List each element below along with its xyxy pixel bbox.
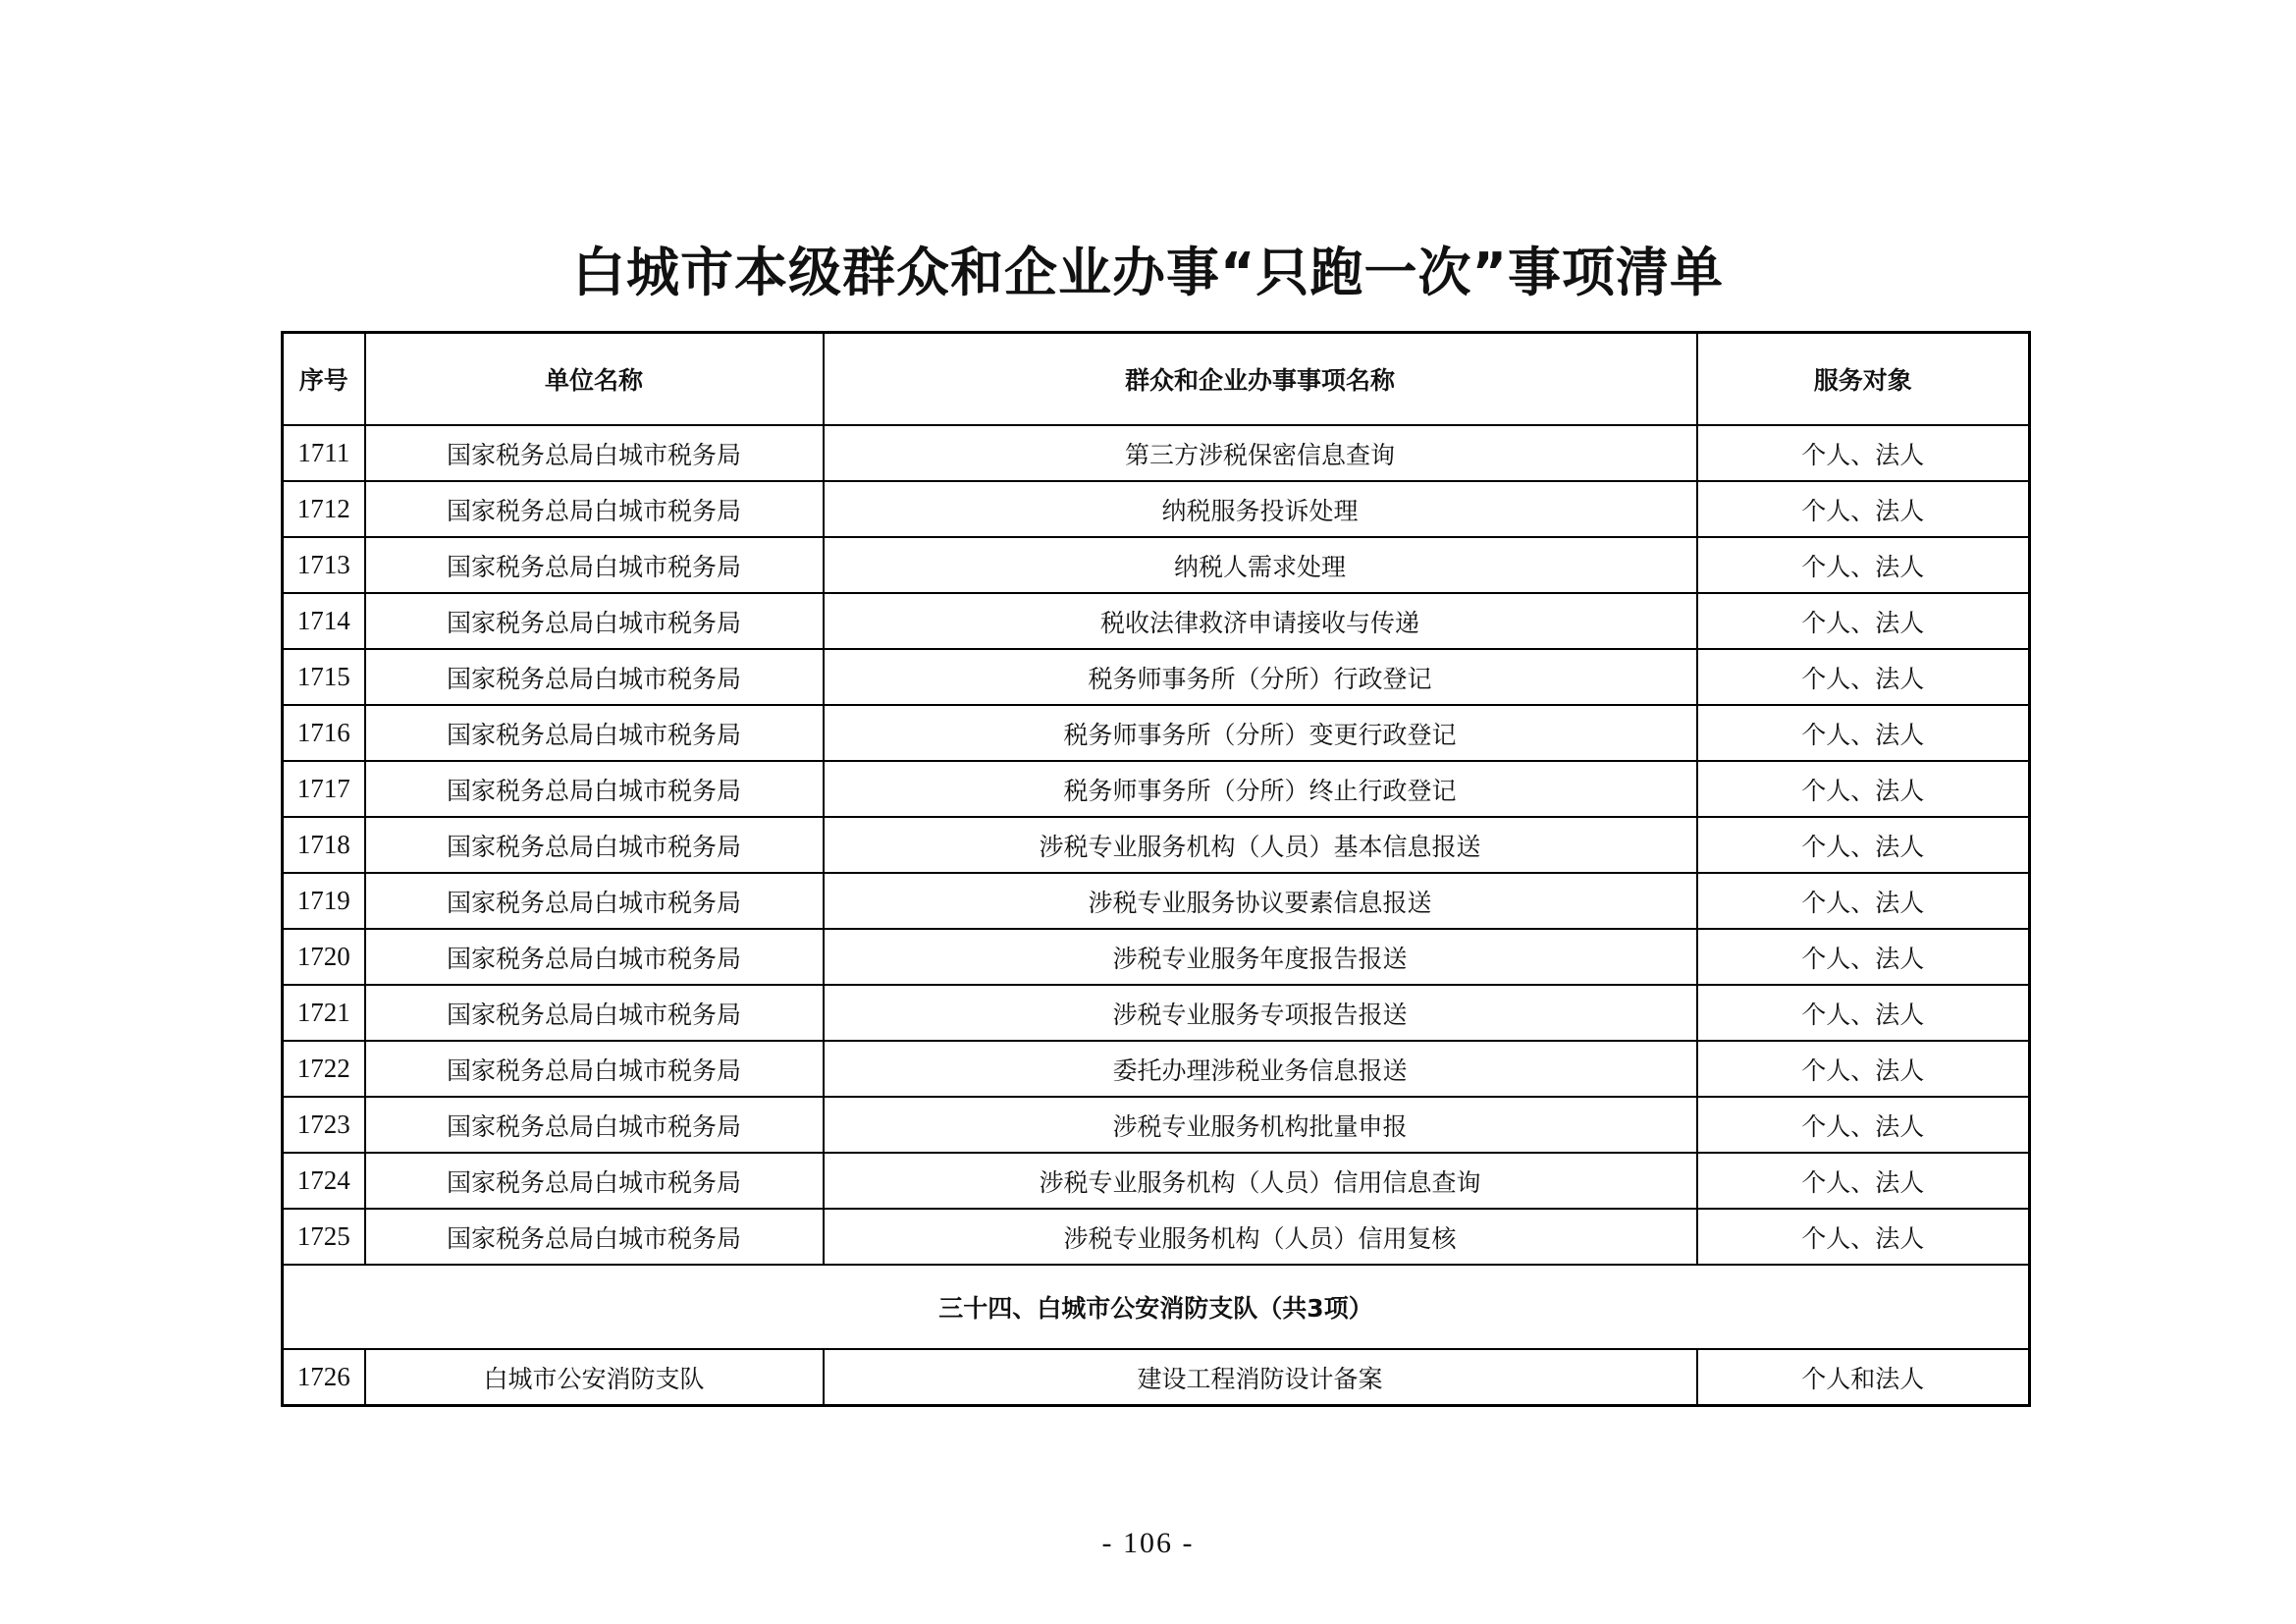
row-item: 涉税专业服务机构（人员）信用复核 (824, 1209, 1697, 1265)
header-item: 群众和企业办事事项名称 (824, 333, 1697, 426)
table-row (283, 985, 2030, 1041)
row-seq: 1719 (283, 873, 365, 929)
row-item: 涉税专业服务协议要素信息报送 (824, 873, 1697, 929)
row-unit: 国家税务总局白城市税务局 (365, 1097, 824, 1153)
table-row (283, 481, 2030, 537)
row-target: 个人、法人 (1697, 929, 2030, 985)
row-seq: 1714 (283, 593, 365, 649)
table-row (283, 761, 2030, 817)
row-seq: 1726 (283, 1349, 365, 1406)
row-target: 个人和法人 (1697, 1349, 2030, 1406)
row-unit: 国家税务总局白城市税务局 (365, 649, 824, 705)
row-target: 个人、法人 (1697, 761, 2030, 817)
row-item: 建设工程消防设计备案 (824, 1349, 1697, 1406)
row-seq: 1724 (283, 1153, 365, 1209)
page-number: - 106 - (1101, 1527, 1195, 1559)
row-target: 个人、法人 (1697, 1041, 2030, 1097)
table-row (283, 1349, 2030, 1406)
row-seq: 1715 (283, 649, 365, 705)
table-row (283, 425, 2030, 481)
row-target: 个人、法人 (1697, 481, 2030, 537)
row-item: 纳税人需求处理 (824, 537, 1697, 593)
row-seq: 1712 (283, 481, 365, 537)
row-seq: 1718 (283, 817, 365, 873)
row-unit: 国家税务总局白城市税务局 (365, 1153, 824, 1209)
row-item: 委托办理涉税业务信息报送 (824, 1041, 1697, 1097)
row-item: 税务师事务所（分所）终止行政登记 (824, 761, 1697, 817)
row-unit: 国家税务总局白城市税务局 (365, 761, 824, 817)
row-target: 个人、法人 (1697, 1153, 2030, 1209)
table-row (283, 649, 2030, 705)
table-row (283, 593, 2030, 649)
row-seq: 1720 (283, 929, 365, 985)
table-row (283, 705, 2030, 761)
row-target: 个人、法人 (1697, 1097, 2030, 1153)
row-unit: 国家税务总局白城市税务局 (365, 593, 824, 649)
table-row (283, 537, 2030, 593)
row-unit: 国家税务总局白城市税务局 (365, 425, 824, 481)
table-row (283, 873, 2030, 929)
row-seq: 1721 (283, 985, 365, 1041)
row-seq: 1711 (283, 425, 365, 481)
row-unit: 白城市公安消防支队 (365, 1349, 824, 1406)
row-item: 涉税专业服务机构批量申报 (824, 1097, 1697, 1153)
row-target: 个人、法人 (1697, 649, 2030, 705)
row-seq: 1716 (283, 705, 365, 761)
table-row (283, 929, 2030, 985)
row-target: 个人、法人 (1697, 817, 2030, 873)
table-row (283, 1153, 2030, 1209)
page-title: 白城市本级群众和企业办事“只跑一次”事项清单 (572, 242, 1724, 303)
row-unit: 国家税务总局白城市税务局 (365, 873, 824, 929)
table-row (283, 817, 2030, 873)
row-item: 税收法律救济申请接收与传递 (824, 593, 1697, 649)
row-item: 涉税专业服务机构（人员）基本信息报送 (824, 817, 1697, 873)
row-item: 涉税专业服务机构（人员）信用信息查询 (824, 1153, 1697, 1209)
row-unit: 国家税务总局白城市税务局 (365, 481, 824, 537)
header-unit: 单位名称 (365, 333, 824, 426)
table-header-row (283, 333, 2030, 426)
row-target: 个人、法人 (1697, 537, 2030, 593)
row-item: 第三方涉税保密信息查询 (824, 425, 1697, 481)
row-unit: 国家税务总局白城市税务局 (365, 537, 824, 593)
row-unit: 国家税务总局白城市税务局 (365, 985, 824, 1041)
row-unit: 国家税务总局白城市税务局 (365, 929, 824, 985)
row-target: 个人、法人 (1697, 985, 2030, 1041)
row-seq: 1713 (283, 537, 365, 593)
row-seq: 1723 (283, 1097, 365, 1153)
row-unit: 国家税务总局白城市税务局 (365, 1209, 824, 1265)
row-item: 税务师事务所（分所）行政登记 (824, 649, 1697, 705)
row-seq: 1725 (283, 1209, 365, 1265)
row-target: 个人、法人 (1697, 593, 2030, 649)
table-row (283, 1097, 2030, 1153)
row-target: 个人、法人 (1697, 705, 2030, 761)
row-item: 涉税专业服务年度报告报送 (824, 929, 1697, 985)
row-unit: 国家税务总局白城市税务局 (365, 817, 824, 873)
items-table (281, 331, 2031, 1407)
header-target: 服务对象 (1697, 333, 2030, 426)
table-row (283, 1209, 2030, 1265)
row-item: 纳税服务投诉处理 (824, 481, 1697, 537)
row-seq: 1717 (283, 761, 365, 817)
row-unit: 国家税务总局白城市税务局 (365, 1041, 824, 1097)
row-item: 涉税专业服务专项报告报送 (824, 985, 1697, 1041)
section-heading: 三十四、白城市公安消防支队（共3项） (283, 1265, 2030, 1349)
row-target: 个人、法人 (1697, 873, 2030, 929)
row-item: 税务师事务所（分所）变更行政登记 (824, 705, 1697, 761)
row-target: 个人、法人 (1697, 1209, 2030, 1265)
header-seq: 序号 (283, 333, 365, 426)
row-target: 个人、法人 (1697, 425, 2030, 481)
row-unit: 国家税务总局白城市税务局 (365, 705, 824, 761)
section-row (283, 1265, 2030, 1349)
row-seq: 1722 (283, 1041, 365, 1097)
table-row (283, 1041, 2030, 1097)
